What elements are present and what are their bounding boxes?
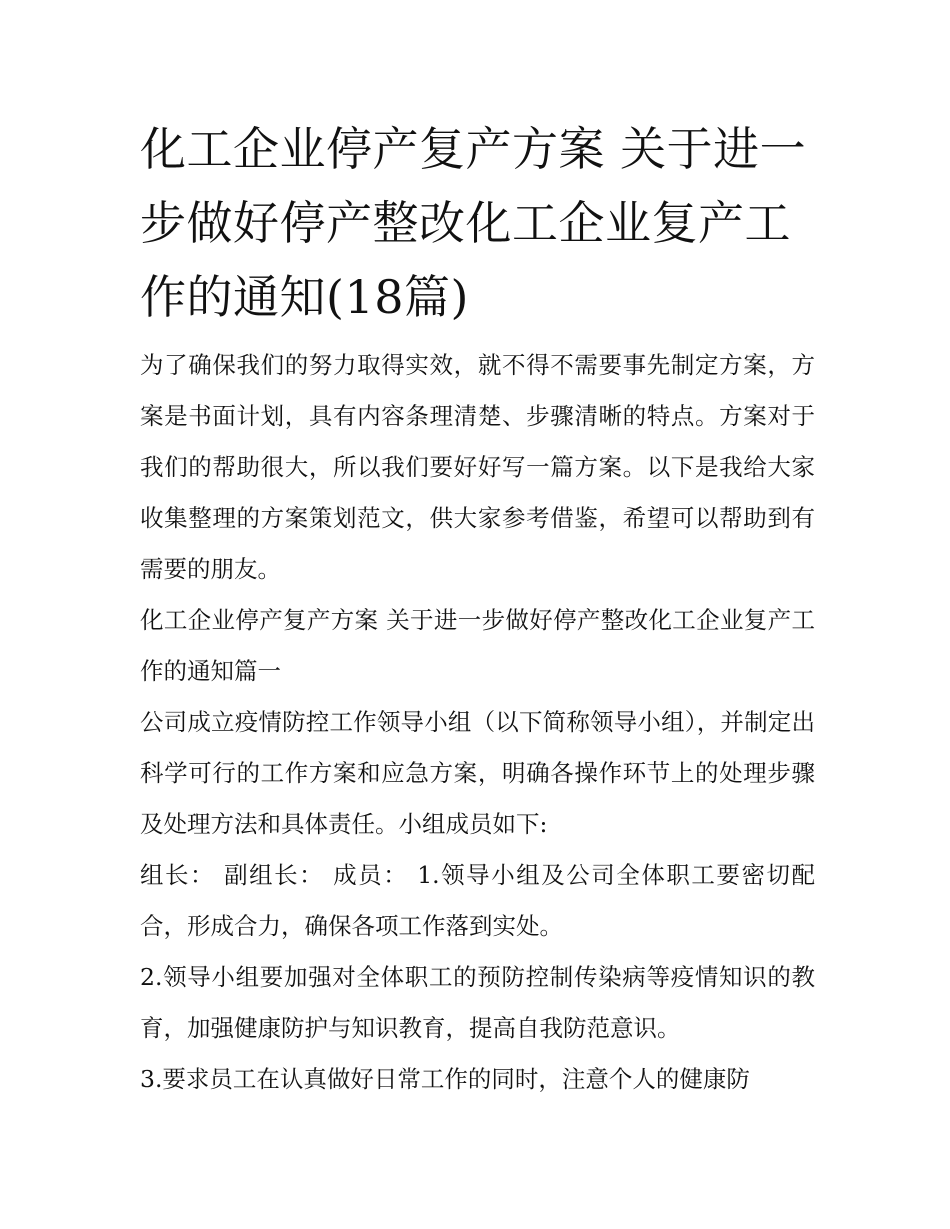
document-title: 化工企业停产复产方案 关于进一步做好停产整改化工企业复产工作的通知(18篇) [140, 122, 807, 324]
paragraph-intro: 为了确保我们的努力取得实效，就不得不需要事先制定方案，方案是书面计划，具有内容条理清楚、步骤清晰的特点。方案对于我们的帮助很大，所以我们要好好写一篇方案。以下是我给大家收集整理的方案策划范文，供大家参考借鉴，希望可以帮助到有需要的朋友。 [140, 351, 815, 583]
document-body [140, 340, 820, 1105]
paragraph-section-heading: 化工企业停产复产方案 关于进一步做好停产整改化工企业复产工作的通知篇一 [140, 606, 815, 685]
paragraph-item-3: 3.要求员工在认真做好日常工作的同时，注意个人的健康防 [140, 1065, 750, 1093]
paragraph-leadership-group: 公司成立疫情防控工作领导小组（以下简称领导小组），并制定出科学可行的工作方案和应急方案，明确各操作环节上的处理步骤及处理方法和具体责任。小组成员如下: [140, 708, 815, 838]
document-content [140, 112, 820, 1105]
paragraph-item-2: 2.领导小组要加强对全体职工的预防控制传染病等疫情知识的教育，加强健康防护与知识教育，提高自我防范意识。 [140, 963, 815, 1042]
paragraph-members-item-1: 组长： 副组长： 成员： 1.领导小组及公司全体职工要密切配合，形成合力，确保各项工作落到实处。 [140, 861, 815, 940]
